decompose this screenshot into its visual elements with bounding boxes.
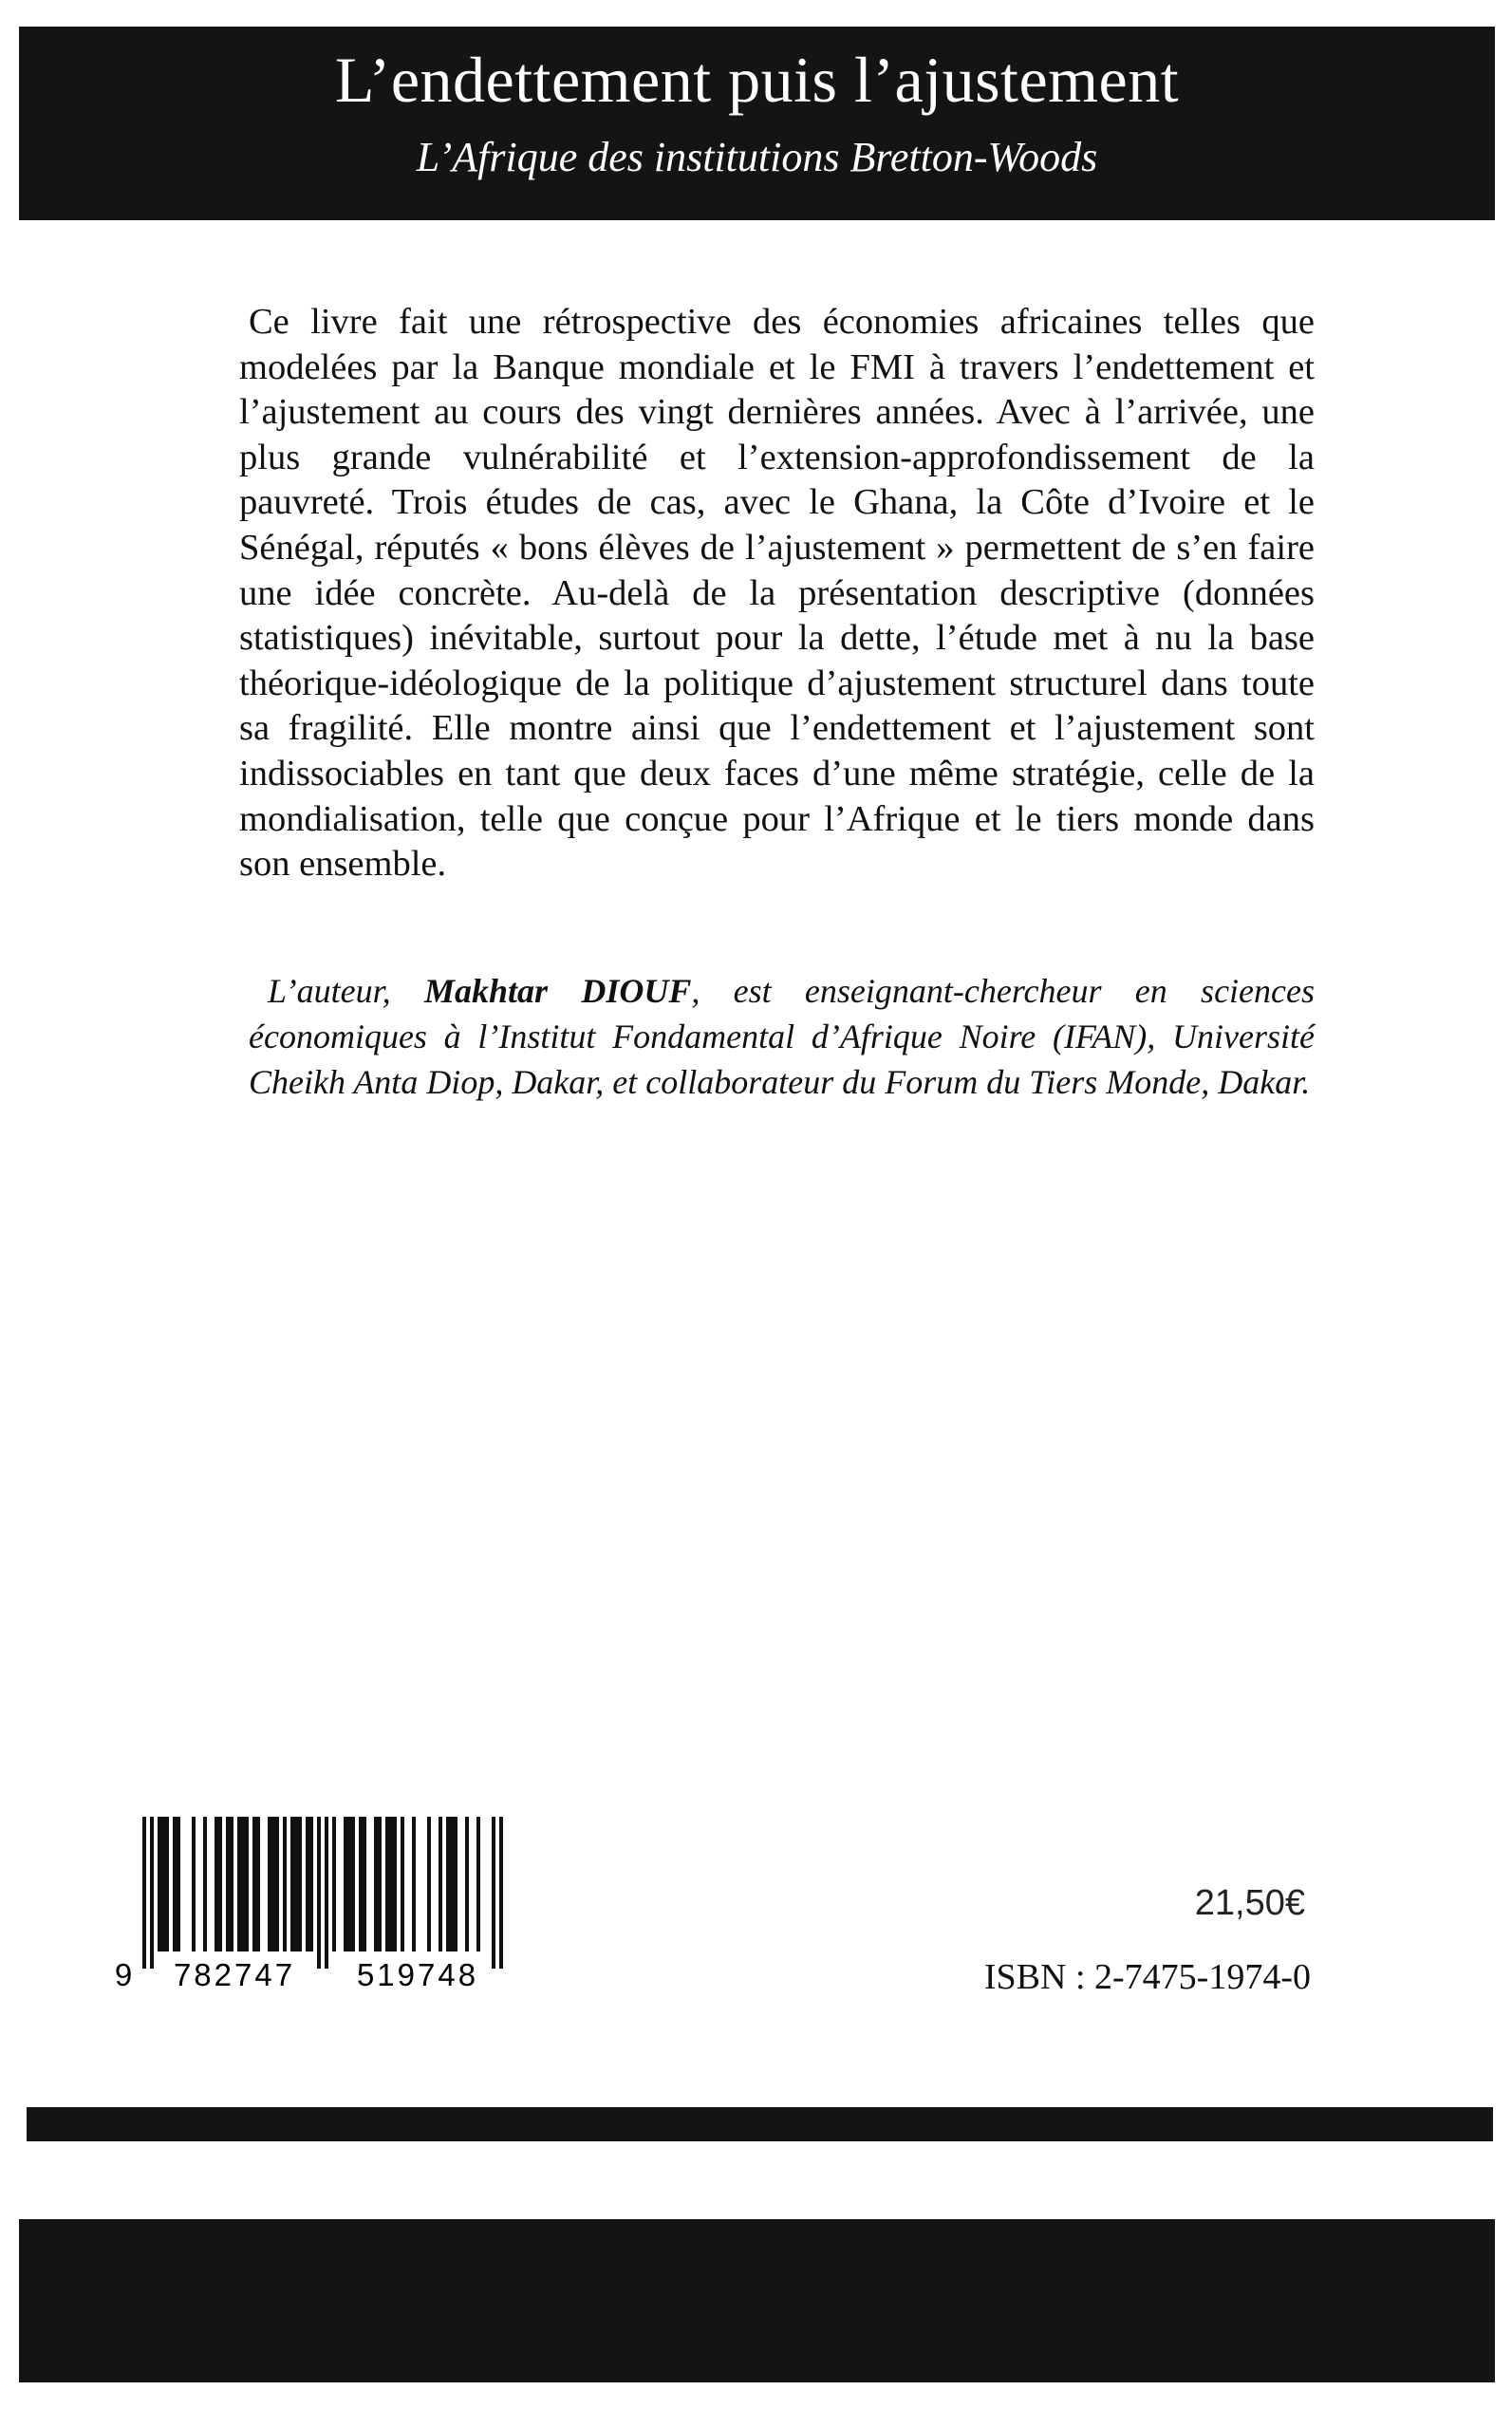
barcode-bar [359, 1817, 363, 1951]
author-note [249, 968, 1315, 1105]
barcode-bar [290, 1817, 294, 1951]
barcode-bar [150, 1817, 154, 1969]
barcode-bar [363, 1817, 366, 1951]
barcode-bar [215, 1817, 218, 1951]
barcode-bar [347, 1817, 351, 1951]
barcode-bar [177, 1817, 180, 1951]
barcode-bar [476, 1817, 480, 1951]
barcode-bar [226, 1817, 230, 1951]
barcode-bar [298, 1817, 302, 1951]
barcode-bar [173, 1817, 177, 1951]
barcode-bar [158, 1817, 161, 1951]
barcode-bar [252, 1817, 256, 1951]
barcode-bar [351, 1817, 355, 1951]
barcode-bar [393, 1817, 397, 1951]
barcode-bar [161, 1817, 165, 1951]
separator-bar [27, 2107, 1493, 2141]
barcode-bar [465, 1817, 469, 1951]
barcode-bar [317, 1817, 321, 1969]
barcode-bar [389, 1817, 393, 1951]
barcode-bar [492, 1817, 495, 1969]
author-note-text: , est enseignant-chercheur en sciences économiques à l’Institut Fondamental d’Afrique Noire (IFAN), Université Cheikh Anta Diop, Dakar, et collaborateur du Forum du Tiers Monde, Dakar. [249, 972, 1315, 1101]
barcode-bar [401, 1817, 404, 1951]
barcode-bar [332, 1817, 336, 1951]
barcode-bar [450, 1817, 454, 1951]
barcode-first-digit: 9 [114, 1957, 133, 1991]
barcode-bar [237, 1817, 241, 1951]
barcode-bar [230, 1817, 233, 1951]
cover-bottom-band [19, 2219, 1495, 2382]
barcode-bar [427, 1817, 431, 1951]
barcode-bar [385, 1817, 389, 1951]
author-note-prefix: L’auteur, [268, 972, 424, 1010]
barcode-bar [218, 1817, 222, 1951]
book-title: L’endettement puis l’ajustement [334, 44, 1180, 116]
price-label: 21,50€ [1194, 1883, 1305, 1923]
isbn-barcode [110, 1815, 547, 1991]
barcode-bars [142, 1817, 503, 1969]
barcode-left-digits: 782747 [173, 1957, 296, 1991]
barcode-bar [412, 1817, 416, 1951]
barcode-bar [439, 1817, 442, 1951]
barcode-bar [203, 1817, 207, 1951]
isbn-label: ISBN : 2-7475-1974-0 [983, 1957, 1311, 1997]
book-subtitle: L’Afrique des institutions Bretton-Woods [416, 134, 1098, 180]
barcode-bar [192, 1817, 196, 1951]
barcode-bar [142, 1817, 146, 1969]
cover-header-band [19, 27, 1495, 220]
barcode-bar [165, 1817, 169, 1951]
barcode-bar [256, 1817, 260, 1951]
barcode-bar [245, 1817, 249, 1951]
barcode-bar [241, 1817, 245, 1951]
barcode-bar [325, 1817, 328, 1969]
barcode-bar [271, 1817, 275, 1951]
barcode-bar [344, 1817, 347, 1951]
barcode-bar [294, 1817, 298, 1951]
barcode-bar [306, 1817, 309, 1951]
book-blurb: Ce livre fait une rétrospective des économies africaines telles que modelées par la Banque mondiale et le FMI à travers l’endettement et l’ajustement au cours des vingt dernières années. Avec à l’arrivée, une plus grande vulnérabilité et l’extension-approfondissement de la pauvreté. Trois études de cas, avec le Ghana, la Côte d’Ivoire et le Sénégal, réputés « bons élèves de l’ajustement » permettent de s’en faire une idée concrète. Au-delà de la présentation descriptive (données statistiques) inévitable, surtout pour la dette, l’étude met à nu la base théorique-idéologique de la politique d’ajustement structurel dans toute sa fragilité. Elle montre ainsi que l’endettement et l’ajustement sont indissociables en tant que deux faces d’une même stratégie, celle de la mondialisation, telle que conçue pour l’Afrique et le tiers monde dans son ensemble. [239, 302, 1315, 885]
barcode-right-digits: 519748 [356, 1957, 479, 1991]
barcode-bar [268, 1817, 271, 1951]
barcode-bar [378, 1817, 382, 1951]
barcode-bar [499, 1817, 503, 1969]
barcode-bar [374, 1817, 378, 1951]
barcode-bar [275, 1817, 279, 1951]
barcode-bar [446, 1817, 450, 1951]
barcode-bar [283, 1817, 287, 1951]
author-name: Makhtar DIOUF [423, 972, 692, 1010]
barcode-bar [309, 1817, 313, 1951]
barcode-bar [454, 1817, 457, 1951]
barcode-graphic [110, 1815, 547, 1991]
